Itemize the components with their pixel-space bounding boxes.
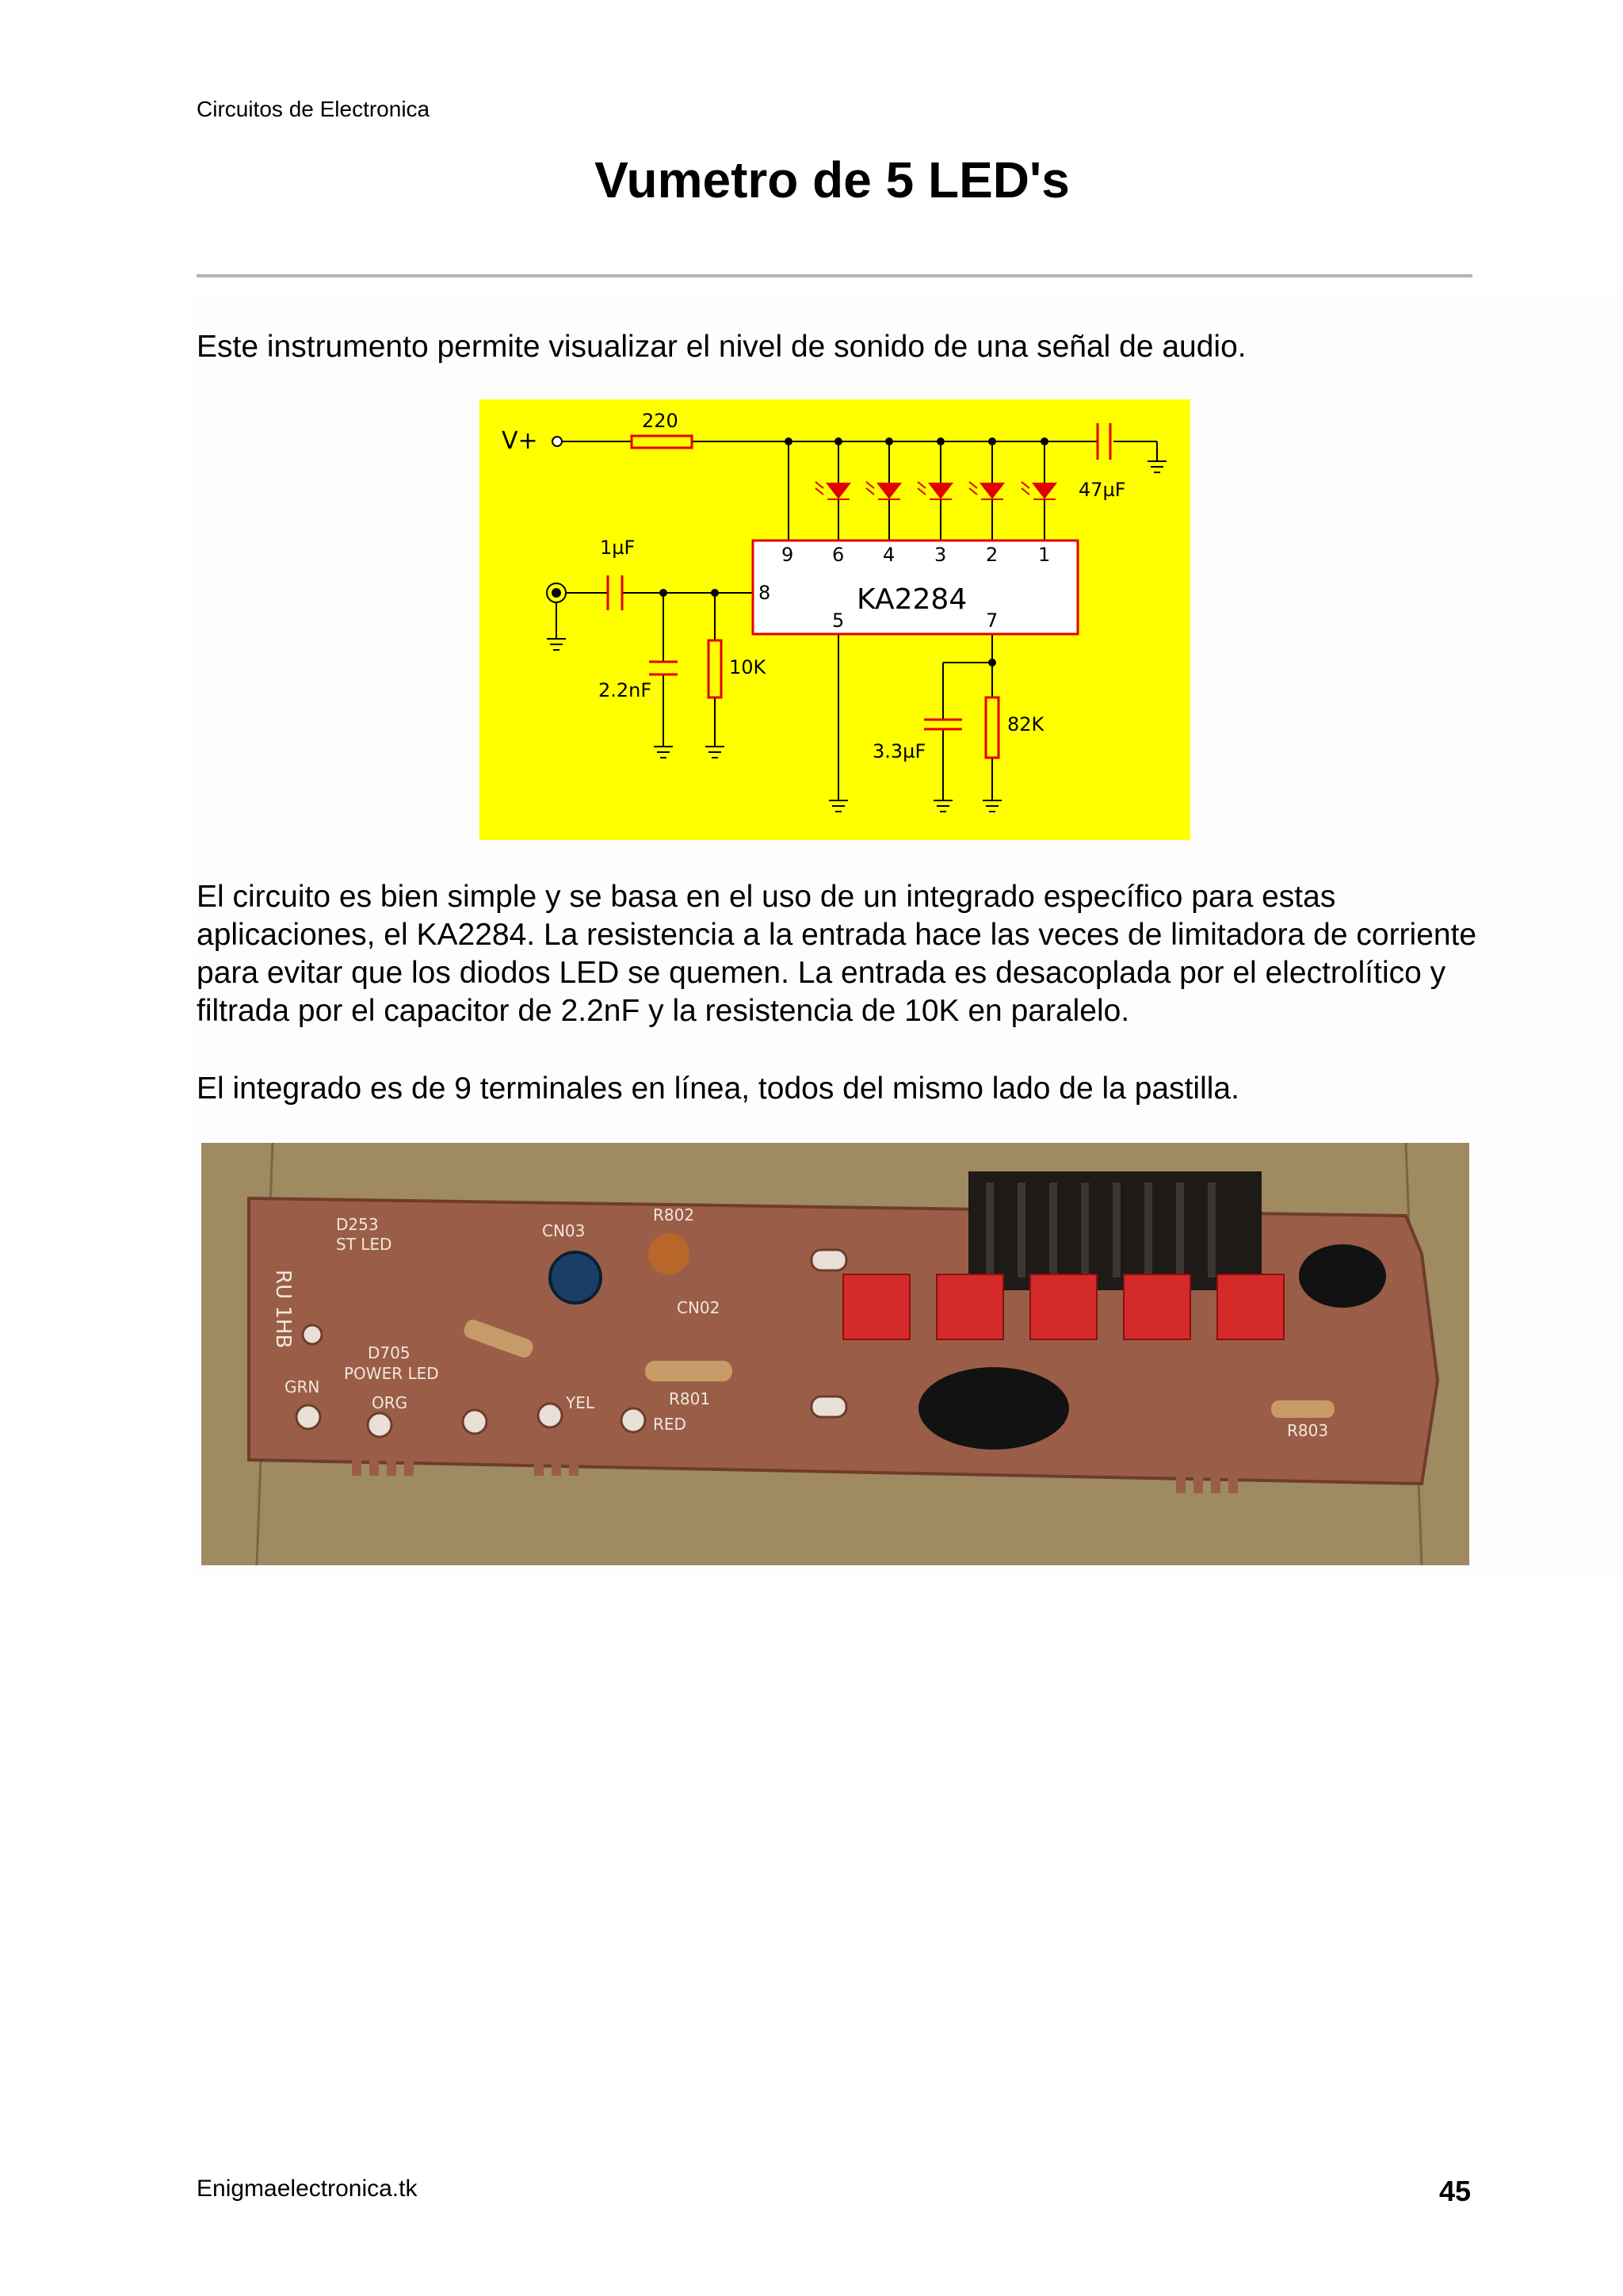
led-4	[1124, 1274, 1190, 1339]
page-number: 45	[1439, 2175, 1472, 2207]
capacitor-r802	[648, 1233, 689, 1274]
pin-8: 8	[758, 582, 771, 604]
led-5	[1217, 1274, 1284, 1339]
silk-r803: R803	[1287, 1421, 1329, 1440]
body-paragraph: El circuito es bien simple y se basa en el uso de un integrado específico para estas aplicaciones, el KA2284. La resistencia a la entrada hace las veces de limitadora de corriente para evitar que los diodos LED se quemen. La entrada es desacoplada por el electrolítico y filtrada por el capacitor de 2.2nF y la resistencia de 10K en paralelo.	[197, 880, 1477, 1028]
label-3-3uf: 3.3µF	[873, 740, 926, 762]
pin-7: 7	[986, 609, 999, 632]
resistor-r803	[1271, 1400, 1335, 1418]
capacitor-small	[1299, 1244, 1386, 1308]
silk-board-code: RU 1HB	[271, 1270, 295, 1349]
silk-red: RED	[653, 1415, 686, 1434]
led-2	[937, 1274, 1003, 1339]
silk-d253: D253	[336, 1215, 379, 1234]
pcb-photo	[201, 1143, 1469, 1565]
silk-d705: D705	[368, 1343, 411, 1362]
pin-9: 9	[781, 544, 794, 566]
label-ic-name: KA2284	[857, 583, 968, 616]
footer-site: Enigmaelectronica.tk	[197, 2176, 418, 2202]
label-1uf: 1µF	[600, 537, 636, 559]
pin-4: 4	[883, 544, 896, 566]
silk-cn02: CN02	[677, 1298, 720, 1317]
vplus-terminal	[552, 437, 562, 446]
silk-r801: R801	[669, 1389, 711, 1408]
label-2-2nf: 2.2nF	[598, 679, 652, 701]
silk-r802: R802	[653, 1205, 695, 1224]
silk-grn: GRN	[285, 1377, 320, 1396]
pin-1: 1	[1038, 544, 1051, 566]
silk-st-led: ST LED	[336, 1235, 392, 1254]
silk-power-led: POWER LED	[344, 1364, 439, 1383]
silk-cn03: CN03	[542, 1221, 586, 1240]
running-header: Circuitos de Electronica	[197, 97, 430, 121]
header-divider	[197, 274, 1472, 277]
label-82k: 82K	[1007, 713, 1044, 735]
pin-3: 3	[934, 544, 947, 566]
page-title: Vumetro de 5 LED's	[594, 151, 1070, 208]
pin-2: 2	[986, 544, 999, 566]
silk-yel: YEL	[566, 1393, 594, 1412]
intro-paragraph: Este instrumento permite visualizar el nivel de sonido de una señal de audio.	[197, 330, 1247, 364]
label-47uf: 47µF	[1079, 479, 1126, 501]
capacitor-cn03	[550, 1252, 601, 1303]
circuit-schematic	[479, 399, 1190, 840]
silk-org: ORG	[372, 1393, 408, 1412]
label-10k: 10K	[729, 656, 766, 678]
led-1	[843, 1274, 910, 1339]
closing-paragraph: El integrado es de 9 terminales en línea, todos del mismo lado de la pastilla.	[197, 1072, 1239, 1106]
pin-5: 5	[832, 609, 845, 632]
resistor-r801	[645, 1361, 732, 1381]
capacitor-large	[918, 1367, 1069, 1450]
label-r220: 220	[642, 410, 678, 432]
led-3	[1030, 1274, 1097, 1339]
pin-6: 6	[832, 544, 845, 566]
label-vplus: V+	[502, 427, 538, 455]
